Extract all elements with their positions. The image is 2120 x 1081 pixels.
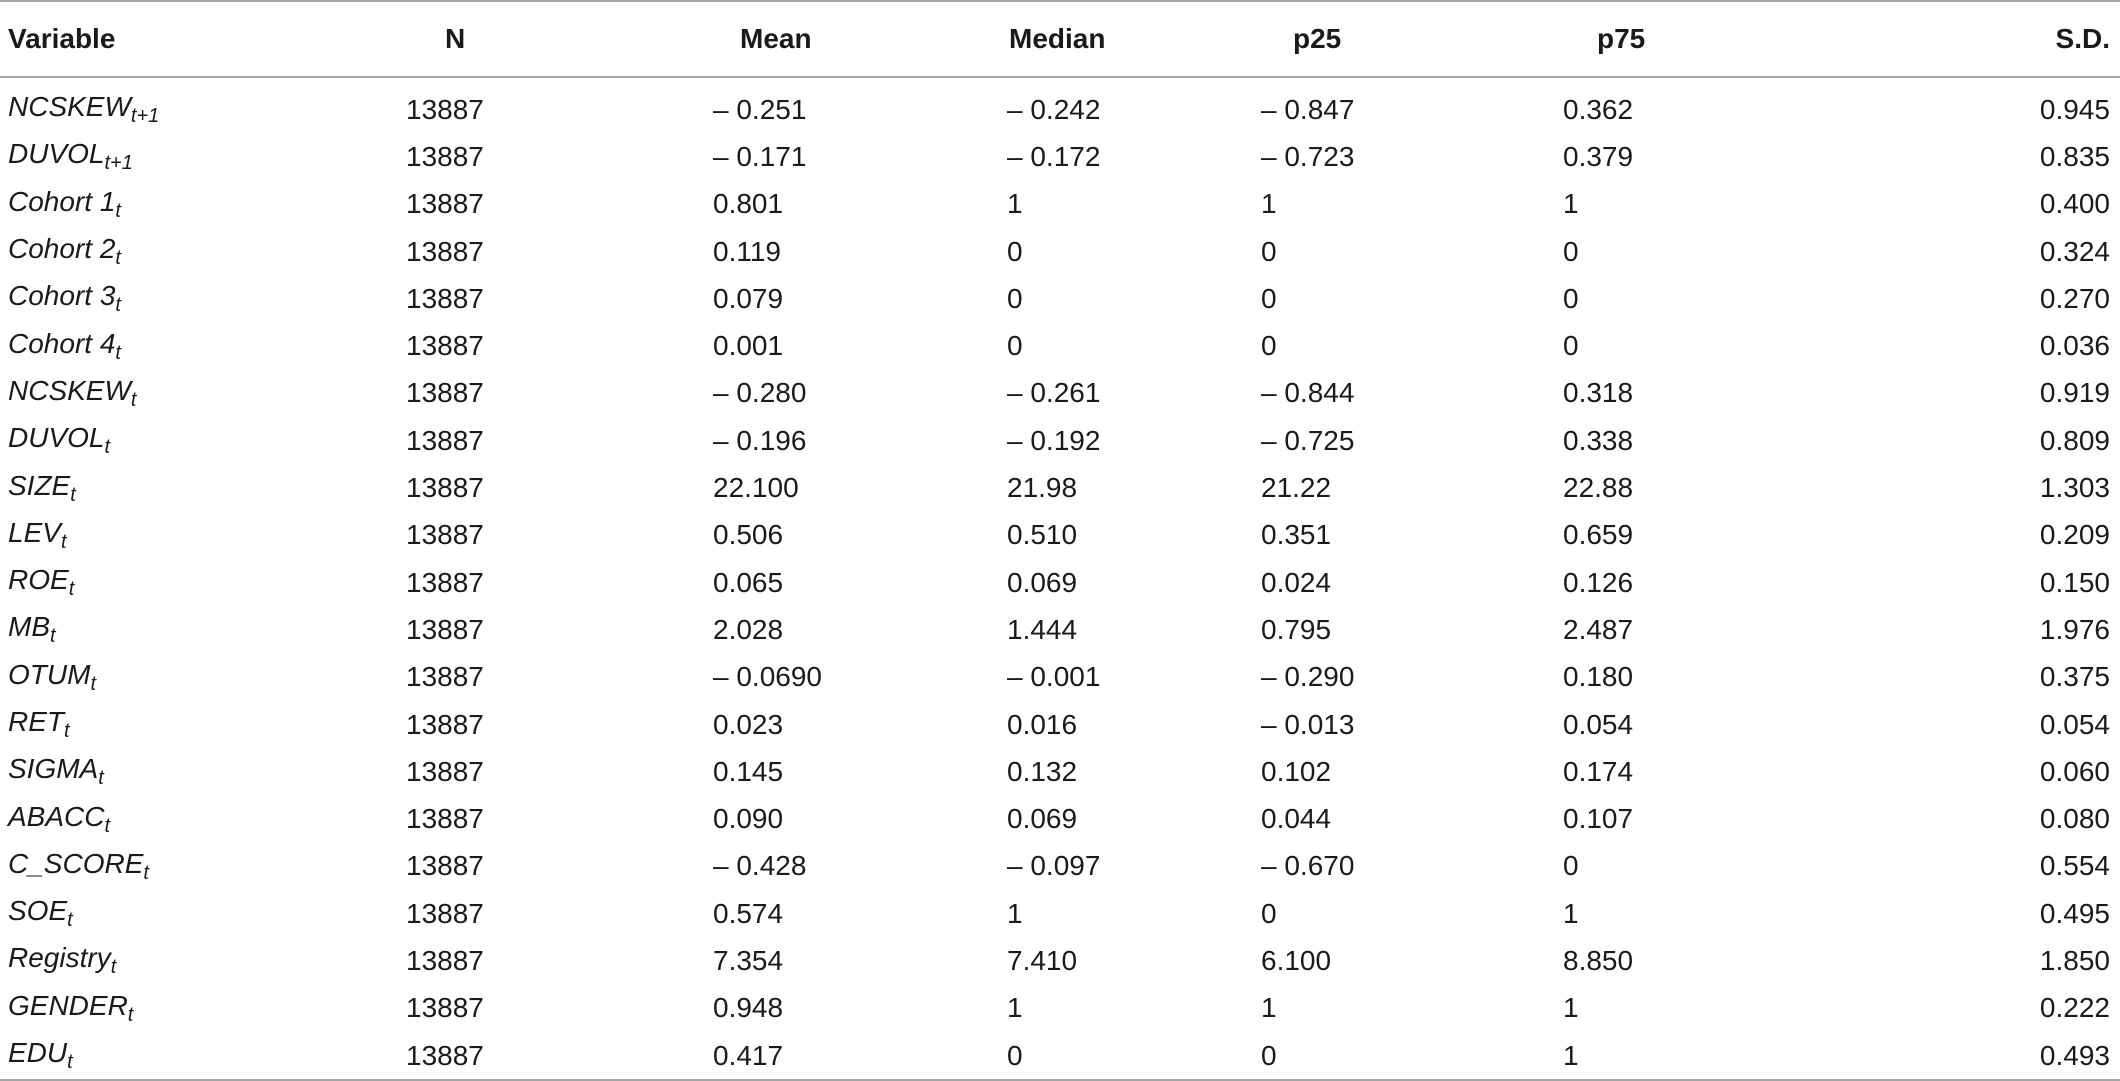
mean-cell: – 0.171 (713, 140, 807, 172)
median-cell: 0.069 (1007, 803, 1078, 835)
variable-subscript: t (50, 625, 56, 648)
variable-cell (0, 417, 355, 464)
p75-cell: 0.362 (1563, 93, 1634, 125)
sd-cell: 0.554 (2039, 850, 2110, 882)
sd-cell: 0.919 (2039, 377, 2110, 409)
mean-cell: – 0.280 (713, 377, 807, 409)
variable-subscript: t (110, 956, 117, 979)
variable-cell (0, 322, 355, 369)
p25-cell: 0 (1261, 1039, 1277, 1071)
variable-name: SIGMA (8, 753, 99, 785)
variable-cell (0, 133, 355, 180)
header-p25: p25 (1293, 23, 1342, 54)
p25-cell: 6.100 (1261, 944, 1332, 976)
p75-cell: 0 (1563, 235, 1579, 267)
header-mean: Mean (740, 23, 812, 54)
variable-subscript: t (67, 909, 73, 932)
variable-name: Cohort 3 (8, 280, 116, 312)
variable-subscript: t (104, 436, 111, 459)
p75-cell: 0 (1563, 850, 1579, 882)
p75-cell: 1 (1563, 897, 1579, 929)
mean-cell: 0.079 (713, 282, 784, 314)
variable-name: SIZE (8, 469, 71, 501)
table-row (0, 275, 2120, 322)
sd-cell: 0.375 (2039, 661, 2110, 693)
p25-cell: – 0.725 (1261, 424, 1355, 456)
variable-subscript: t (104, 814, 111, 837)
median-cell: 0.016 (1007, 708, 1078, 740)
p25-cell: 0 (1261, 282, 1277, 314)
variable-name: DUVOL (8, 138, 105, 170)
mean-cell: 0.574 (713, 897, 784, 929)
variable-cell (0, 701, 355, 748)
sd-cell: 0.495 (2039, 897, 2110, 929)
p25-cell: 0 (1261, 235, 1277, 267)
header-n: N (445, 23, 466, 54)
variable-subscript: t (64, 720, 70, 742)
variable-cell (0, 937, 355, 984)
n-cell: 13887 (406, 188, 484, 220)
variable-cell (0, 77, 355, 133)
n-cell: 13887 (406, 424, 484, 456)
table-row (0, 464, 2120, 511)
mean-cell: 22.100 (713, 472, 799, 504)
n-cell: 13887 (406, 93, 484, 125)
variable-cell (0, 890, 355, 937)
median-cell: 1 (1007, 188, 1023, 220)
table-row (0, 1032, 2120, 1080)
p75-cell: 0.174 (1563, 755, 1634, 787)
sd-cell: 0.835 (2039, 140, 2110, 172)
variable-subscript: t (115, 199, 121, 222)
variable-subscript: t (127, 1003, 134, 1026)
mean-cell: – 0.0690 (713, 661, 822, 693)
variable-name: C_SCORE (8, 847, 144, 879)
table-row (0, 417, 2120, 464)
sd-cell: 0.400 (2039, 188, 2110, 220)
n-cell: 13887 (406, 330, 484, 362)
median-cell: 7.410 (1007, 944, 1078, 976)
median-cell: – 0.172 (1007, 140, 1101, 172)
median-cell: 1 (1007, 897, 1023, 929)
variable-cell (0, 985, 355, 1032)
sd-cell: 1.976 (2039, 613, 2110, 645)
mean-cell: 0.506 (713, 519, 784, 551)
variable-cell (0, 228, 355, 275)
sd-cell: 0.209 (2039, 519, 2110, 551)
p75-cell: 1 (1563, 188, 1579, 220)
n-cell: 13887 (406, 377, 484, 409)
variable-name: Registry (8, 942, 111, 974)
n-cell: 13887 (406, 519, 484, 551)
p25-cell: 1 (1261, 188, 1277, 220)
variable-cell (0, 748, 355, 795)
median-cell: – 0.192 (1007, 424, 1101, 456)
sd-cell: 0.054 (2039, 708, 2110, 740)
variable-cell (0, 181, 355, 228)
variable-name: Cohort 1 (8, 185, 116, 217)
n-cell: 13887 (406, 661, 484, 693)
variable-subscript: t (98, 767, 104, 790)
mean-cell: – 0.196 (713, 424, 807, 456)
table-row (0, 512, 2120, 559)
table-row (0, 654, 2120, 701)
sd-cell: 0.060 (2039, 755, 2110, 787)
variable-name: NCSKEW (8, 91, 131, 123)
median-cell: – 0.097 (1007, 850, 1101, 882)
table-row (0, 748, 2120, 795)
variable-name: OTUM (8, 658, 91, 690)
mean-cell: 0.065 (713, 566, 784, 598)
variable-name: MB (8, 611, 50, 643)
n-cell: 13887 (406, 235, 484, 267)
median-cell: 0 (1007, 1039, 1023, 1071)
table-header (0, 1, 2120, 77)
variable-name: Cohort 4 (8, 327, 116, 359)
variable-name: GENDER (8, 989, 128, 1021)
table-row (0, 606, 2120, 653)
median-cell: – 0.261 (1007, 377, 1101, 409)
p75-cell: 0 (1563, 330, 1579, 362)
table-row (0, 937, 2120, 984)
variable-name: DUVOL (8, 422, 105, 454)
median-cell: 0 (1007, 282, 1023, 314)
variable-cell (0, 654, 355, 701)
variable-cell (0, 1032, 355, 1080)
mean-cell: 0.023 (713, 708, 784, 740)
table-row (0, 985, 2120, 1032)
variable-subscript: t+1 (104, 152, 133, 175)
sd-cell: 0.809 (2039, 424, 2110, 456)
variable-subscript: t (143, 861, 149, 884)
p75-cell: 1 (1563, 1039, 1579, 1071)
n-cell: 13887 (406, 992, 484, 1024)
p75-cell: 0.054 (1563, 708, 1634, 740)
p75-cell: 0.180 (1563, 661, 1634, 693)
mean-cell: 0.119 (713, 235, 781, 267)
n-cell: 13887 (406, 944, 484, 976)
variable-subscript: t+1 (130, 105, 160, 128)
variable-cell (0, 370, 355, 417)
variable-name: Cohort 2 (8, 233, 116, 265)
p25-cell: 0.044 (1261, 803, 1332, 835)
p75-cell: 8.850 (1563, 944, 1634, 976)
median-cell: 0 (1007, 235, 1023, 267)
table-row (0, 370, 2120, 417)
variable-name: RET (8, 706, 64, 737)
sd-cell: 0.036 (2039, 330, 2110, 362)
variable-cell (0, 464, 355, 511)
mean-cell: 0.417 (713, 1039, 784, 1071)
p25-cell: 1 (1261, 992, 1277, 1024)
mean-cell: 0.145 (713, 755, 784, 787)
sd-cell: 0.493 (2039, 1039, 2110, 1071)
sd-cell: 0.324 (2039, 235, 2110, 267)
table-row (0, 77, 2120, 133)
p25-cell: – 0.844 (1261, 377, 1355, 409)
variable-subscript: t (70, 483, 76, 506)
p25-cell: 0 (1261, 897, 1277, 929)
mean-cell: – 0.428 (713, 850, 807, 882)
mean-cell: 0.090 (713, 803, 784, 835)
n-cell: 13887 (406, 755, 484, 787)
mean-cell: 0.948 (713, 992, 784, 1024)
p75-cell: 22.88 (1563, 472, 1634, 504)
p25-cell: – 0.290 (1261, 661, 1355, 693)
variable-cell (0, 795, 355, 842)
n-cell: 13887 (406, 140, 484, 172)
table-row (0, 228, 2120, 275)
median-cell: 0 (1007, 330, 1023, 362)
median-cell: 0.510 (1007, 519, 1078, 551)
p75-cell: 0.338 (1563, 424, 1634, 456)
variable-subscript: t (90, 672, 96, 695)
p25-cell: 0.351 (1261, 519, 1332, 551)
p75-cell: 0.126 (1563, 566, 1634, 598)
n-cell: 13887 (406, 708, 484, 740)
n-cell: 13887 (406, 803, 484, 835)
variable-subscript: t (115, 294, 121, 317)
mean-cell: 0.801 (713, 188, 784, 220)
variable-name: EDU (8, 1037, 68, 1069)
p25-cell: 0.795 (1261, 613, 1332, 645)
sd-cell: 0.270 (2039, 282, 2110, 314)
variable-cell (0, 606, 355, 653)
variable-name: ROE (8, 564, 69, 596)
table-body (0, 77, 2120, 1080)
n-cell: 13887 (406, 472, 484, 504)
p75-cell: 0.107 (1563, 803, 1634, 835)
n-cell: 13887 (406, 566, 484, 598)
sd-cell: 1.850 (2039, 944, 2110, 976)
n-cell: 13887 (406, 613, 484, 645)
p25-cell: 0 (1261, 330, 1277, 362)
n-cell: 13887 (406, 282, 484, 314)
p75-cell: 0.318 (1563, 377, 1634, 409)
variable-name: LEV (8, 516, 61, 548)
median-cell: 21.98 (1007, 472, 1078, 504)
sd-cell: 1.303 (2039, 472, 2110, 504)
variable-subscript: t (60, 530, 67, 553)
n-cell: 13887 (406, 850, 484, 882)
p75-cell: 2.487 (1563, 613, 1634, 645)
p25-cell: 0.102 (1261, 755, 1332, 787)
p75-cell: 0.379 (1563, 140, 1634, 172)
table-row (0, 181, 2120, 228)
variable-subscript: t (115, 247, 121, 270)
p25-cell: 0.024 (1261, 566, 1332, 598)
table-row (0, 890, 2120, 937)
header-sd: S.D. (2055, 23, 2110, 54)
table-row (0, 843, 2120, 890)
p25-cell: – 0.013 (1261, 708, 1355, 740)
median-cell: 1.444 (1007, 613, 1078, 645)
table-row (0, 701, 2120, 748)
variable-name: SOE (8, 895, 68, 927)
median-cell: – 0.242 (1007, 93, 1101, 125)
variable-subscript: t (67, 1051, 73, 1074)
variable-cell (0, 559, 355, 606)
mean-cell: – 0.251 (713, 93, 807, 125)
mean-cell: 7.354 (713, 944, 784, 976)
header-p75: p75 (1597, 23, 1646, 54)
variable-subscript: t (68, 578, 75, 601)
p75-cell: 1 (1563, 992, 1579, 1024)
table-row (0, 322, 2120, 369)
mean-cell: 0.001 (713, 330, 784, 362)
median-cell: 0.132 (1007, 755, 1078, 787)
p75-cell: 0 (1563, 282, 1579, 314)
variable-subscript: t (130, 388, 137, 411)
variable-name: ABACC (8, 800, 105, 832)
p75-cell: 0.659 (1563, 519, 1634, 551)
table-row (0, 795, 2120, 842)
p25-cell: – 0.847 (1261, 93, 1355, 125)
sd-cell: 0.945 (2039, 93, 2110, 125)
table-row (0, 133, 2120, 180)
variable-cell (0, 275, 355, 322)
p25-cell: 21.22 (1261, 472, 1332, 504)
variable-subscript: t (115, 341, 121, 364)
median-cell: 0.069 (1007, 566, 1078, 598)
p25-cell: – 0.723 (1261, 140, 1355, 172)
sd-cell: 0.222 (2039, 992, 2110, 1024)
p25-cell: – 0.670 (1261, 850, 1355, 882)
variable-cell (0, 512, 355, 559)
sd-cell: 0.080 (2039, 803, 2110, 835)
header-row (0, 1, 2120, 77)
median-cell: 1 (1007, 992, 1023, 1024)
n-cell: 13887 (406, 897, 484, 929)
mean-cell: 2.028 (713, 613, 784, 645)
median-cell: – 0.001 (1007, 661, 1101, 693)
sd-cell: 0.150 (2039, 566, 2110, 598)
header-variable: Variable (8, 23, 116, 54)
variable-cell (0, 843, 355, 890)
variable-name: NCSKEW (8, 374, 131, 406)
table-row (0, 559, 2120, 606)
n-cell: 13887 (406, 1039, 484, 1071)
header-median: Median (1009, 23, 1106, 54)
